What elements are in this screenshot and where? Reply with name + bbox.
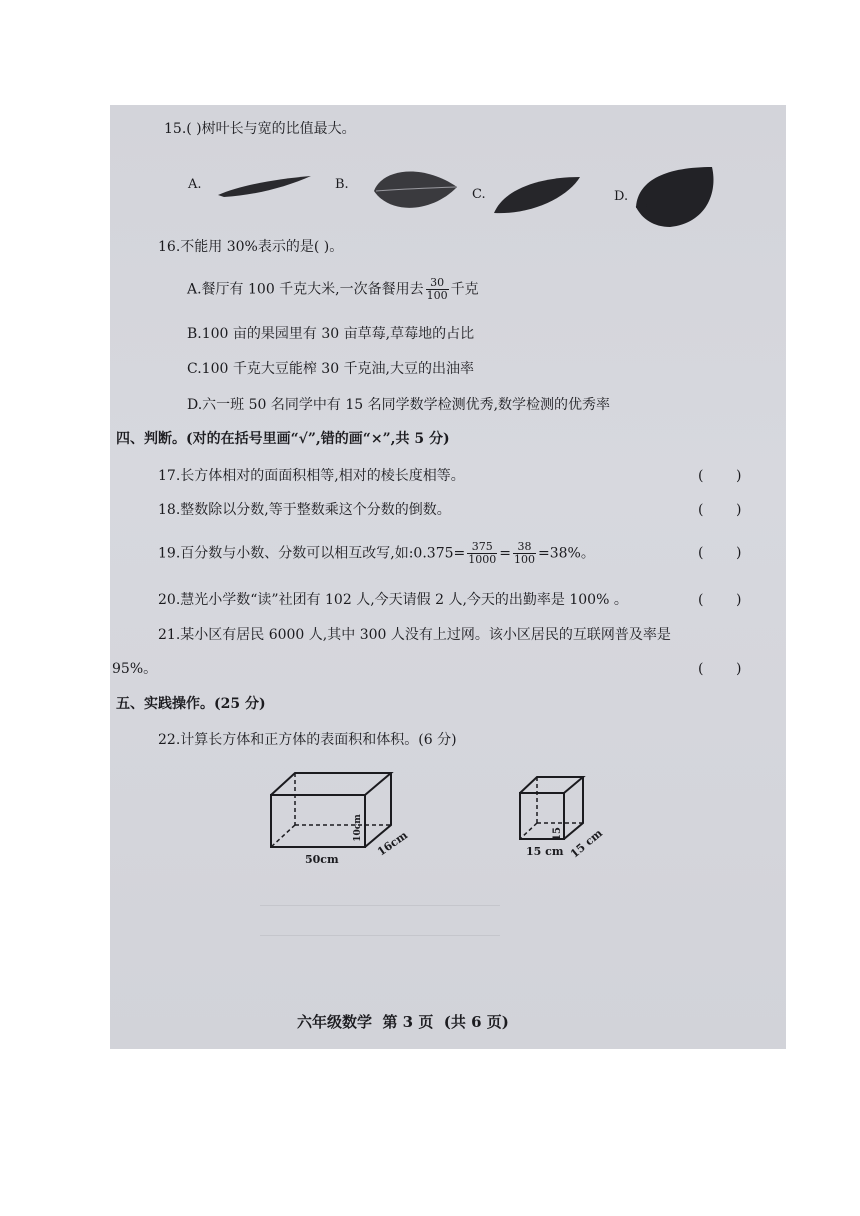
cuboid-height-label: 10cm [352,814,363,842]
answer-paren-close: ) [736,545,742,561]
equals-sign: = [499,545,511,562]
scanned-exam-page [110,105,786,1049]
fraction [467,541,497,566]
q15-option-c-label: C. [472,187,486,202]
q16-option-a-unit: 千克 [450,281,479,298]
q16-option-a-text: A.餐厅有 100 千克大米,一次备餐用去 [187,281,424,298]
fraction [426,277,449,302]
faint-answer-line [260,905,500,906]
q20: 20.慧光小学数“读”社团有 102 人,今天请假 2 人,今天的出勤率是 100% 。 [158,592,628,608]
medium-leaf-icon [492,175,582,217]
q21-line-1: 21.某小区有居民 6000 人,其中 300 人没有上过网。该小区居民的互联网普及率是 [158,627,671,643]
q21-line-2: 95%。 [112,661,158,677]
answer-paren-open: ( [698,592,704,608]
numerator: 375 [467,541,497,554]
fraction [513,541,536,566]
q15-option-d-label: D. [614,189,629,204]
answer-paren-open: ( [698,661,704,677]
q18: 18.整数除以分数,等于整数乘这个分数的倒数。 [158,502,451,518]
q22: 22.计算长方体和正方体的表面积和体积。(6 分) [158,732,457,748]
q16-stem: 16.不能用 30%表示的是( )。 [158,239,344,255]
q19-result: =38%。 [537,545,595,562]
q17: 17.长方体相对的面面积相等,相对的棱长度相等。 [158,468,465,484]
numerator: 38 [513,541,536,554]
answer-paren-close: ) [736,502,742,518]
q16-option-a [187,277,479,302]
answer-paren-open: ( [698,502,704,518]
q19-text: 19.百分数与小数、分数可以相互改写,如:0.375= [158,545,466,562]
q16-option-b: B.100 亩的果园里有 30 亩草莓,草莓地的占比 [187,326,475,342]
q16-option-c: C.100 千克大豆能榨 30 千克油,大豆的出油率 [187,361,474,377]
answer-paren-open: ( [698,468,704,484]
q16-option-d: D.六一班 50 名同学中有 15 名同学数学检测优秀,数学检测的优秀率 [187,397,611,413]
answer-paren-close: ) [736,592,742,608]
q19 [158,541,595,566]
cuboid-length-label: 50cm [305,853,339,866]
cube-height-label: 15 [551,827,563,841]
broad-oval-leaf-icon [372,165,458,213]
numerator: 30 [426,277,449,290]
denominator: 1000 [468,553,497,566]
denominator: 100 [426,289,448,302]
long-thin-leaf-icon [216,175,312,201]
round-serrated-leaf-icon [632,165,720,229]
cube-base-label: 15 cm [526,845,564,858]
answer-paren-close: ) [736,661,742,677]
cube-depth-label: 15 cm [567,826,605,861]
answer-paren-open: ( [698,545,704,561]
denominator: 100 [513,553,535,566]
page-footer: 六年级数学 第 3 页 (共 6 页) [297,1013,509,1031]
q15-option-a-label: A. [188,177,202,192]
q15-option-b-label: B. [335,177,349,192]
cuboid-width-label: 16cm [375,828,411,859]
faint-answer-line [260,935,500,936]
section-4-heading: 四、判断。(对的在括号里画“√”,错的画“×”,共 5 分) [116,431,450,447]
section-5-heading: 五、实践操作。(25 分) [116,696,266,712]
answer-paren-close: ) [736,468,742,484]
q15-stem: 15.( )树叶长与宽的比值最大。 [164,121,356,137]
